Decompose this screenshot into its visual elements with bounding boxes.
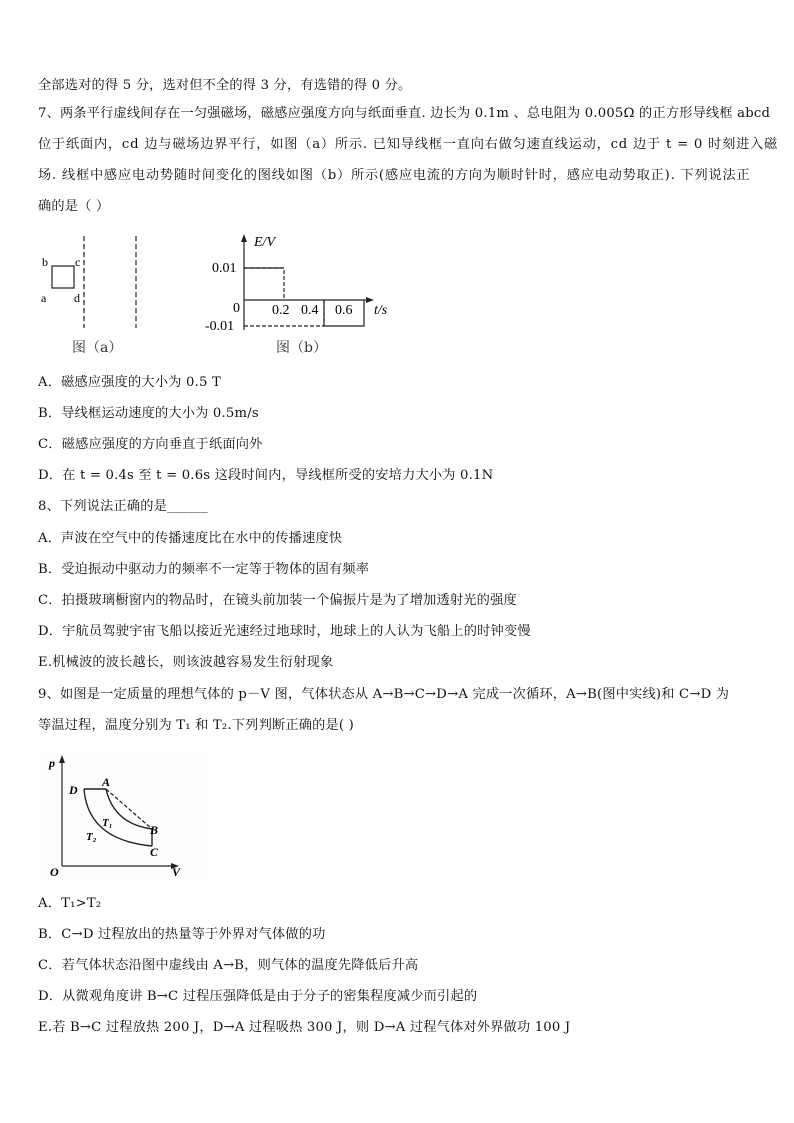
q8-option-c: C．拍摄玻璃橱窗内的物品时，在镜头前加装一个偏振片是为了增加透射光的强度 (38, 593, 517, 608)
q9-stem-line-1: 9、如图是一定质量的理想气体的 p－V 图，气体状态从 A→B→C→D→A 完成一次循环，A→B(图中实线)和 C→D 为 (38, 687, 730, 702)
origin-o-label: O (50, 865, 59, 878)
curve-label-t1: T₁ (102, 817, 113, 829)
corner-label-d: d (74, 291, 80, 305)
corner-label-b: b (42, 255, 48, 269)
q7-stem-line-2: 位于纸面内，cd 边与磁场边界平行，如图（a）所示. 已知导线框一直向右做匀速直线运动，cd 边于 t = 0 时刻进入磁 (38, 137, 779, 152)
q8-option-a: A．声波在空气中的传播速度比在水中的传播速度快 (38, 531, 343, 546)
q8-stem: 8、下列说法正确的是______ (38, 499, 208, 514)
q7-figure-b-caption: 图（b） (276, 340, 327, 356)
point-label-b: B (150, 823, 159, 837)
q9-option-e: E.若 B→C 过程放热 200 J，D→A 过程吸热 300 J，则 D→A 过程气体对外界做功 100 J (38, 1020, 571, 1035)
y-axis-label: E/V (254, 235, 275, 250)
q7-option-d: D．在 t = 0.4s 至 t = 0.6s 这段时间内，导线框所受的安培力大小为 0.1N (38, 468, 494, 483)
q8-option-d: D．宇航员驾驶宇宙飞船以接近光速经过地球时，地球上的人认为飞船上的时钟变慢 (38, 624, 531, 639)
q9-option-a: A．T₁>T₂ (38, 896, 102, 911)
figure-background (38, 750, 208, 878)
y-axis-arrow (241, 234, 247, 242)
y-tick-neg-0.01: -0.01 (205, 319, 235, 334)
q9-option-b: B．C→D 过程放出的热量等于外界对气体做的功 (38, 927, 326, 942)
corner-label-c: c (75, 255, 81, 269)
q9-option-d: D．从微观角度讲 B→C 过程压强降低是由于分子的密集程度减少而引起的 (38, 989, 478, 1004)
p-axis-label: p (49, 756, 55, 770)
origin-label: 0 (233, 301, 240, 316)
q7-stem-line-1: 7、两条平行虚线间存在一匀强磁场，磁感应强度方向与纸面垂直. 边长为 0.1m 、总电阻为 0.005Ω 的正方形导线框 abcd (38, 106, 771, 121)
q7-figure-a-caption: 图（a） (72, 340, 123, 356)
q9-stem-line-2: 等温过程，温度分别为 T₁ 和 T₂.下列判断正确的是( ) (38, 718, 354, 733)
emf-positive-segment (244, 268, 284, 300)
x-tick-0.6: 0.6 (335, 303, 353, 318)
x-axis-label: t/s (374, 303, 388, 318)
corner-label-a: a (41, 291, 47, 305)
v-axis-label: V (172, 865, 181, 878)
point-label-d: D (69, 783, 78, 797)
curve-label-t2: T₂ (86, 831, 97, 843)
point-label-c: C (150, 845, 159, 859)
q7-figure-a (38, 232, 148, 332)
q7-option-a: A．磁感应强度的大小为 0.5 T (38, 375, 221, 390)
point-label-a: A (102, 775, 111, 789)
x-axis-arrow (366, 297, 374, 303)
q9-pv-diagram (38, 750, 208, 878)
x-tick-0.4: 0.4 (301, 303, 319, 318)
q7-stem-line-3: 场. 线框中感应电动势随时间变化的图线如图（b）所示(感应电流的方向为顺时针时，感应电动势取正). 下列说法正 (38, 168, 751, 183)
q8-option-b: B．受迫振动中驱动力的频率不一定等于物体的固有频率 (38, 562, 370, 577)
q7-figure-b-chart (200, 230, 400, 340)
wire-frame-square (52, 266, 74, 288)
q7-stem-line-4: 确的是（ ） (38, 199, 110, 214)
q7-option-c: C．磁感应强度的方向垂直于纸面向外 (38, 437, 263, 452)
x-tick-0.2: 0.2 (272, 303, 290, 318)
q9-option-c: C．若气体状态沿图中虚线由 A→B，则气体的温度先降低后升高 (38, 958, 419, 973)
q7-option-b: B．导线框运动速度的大小为 0.5m/s (38, 406, 259, 421)
y-tick-0.01: 0.01 (212, 261, 237, 276)
intro-line: 全部选对的得 5 分，选对但不全的得 3 分，有选错的得 0 分。 (38, 78, 412, 93)
q8-option-e: E.机械波的波长越长，则该波越容易发生衍射现象 (38, 655, 334, 670)
